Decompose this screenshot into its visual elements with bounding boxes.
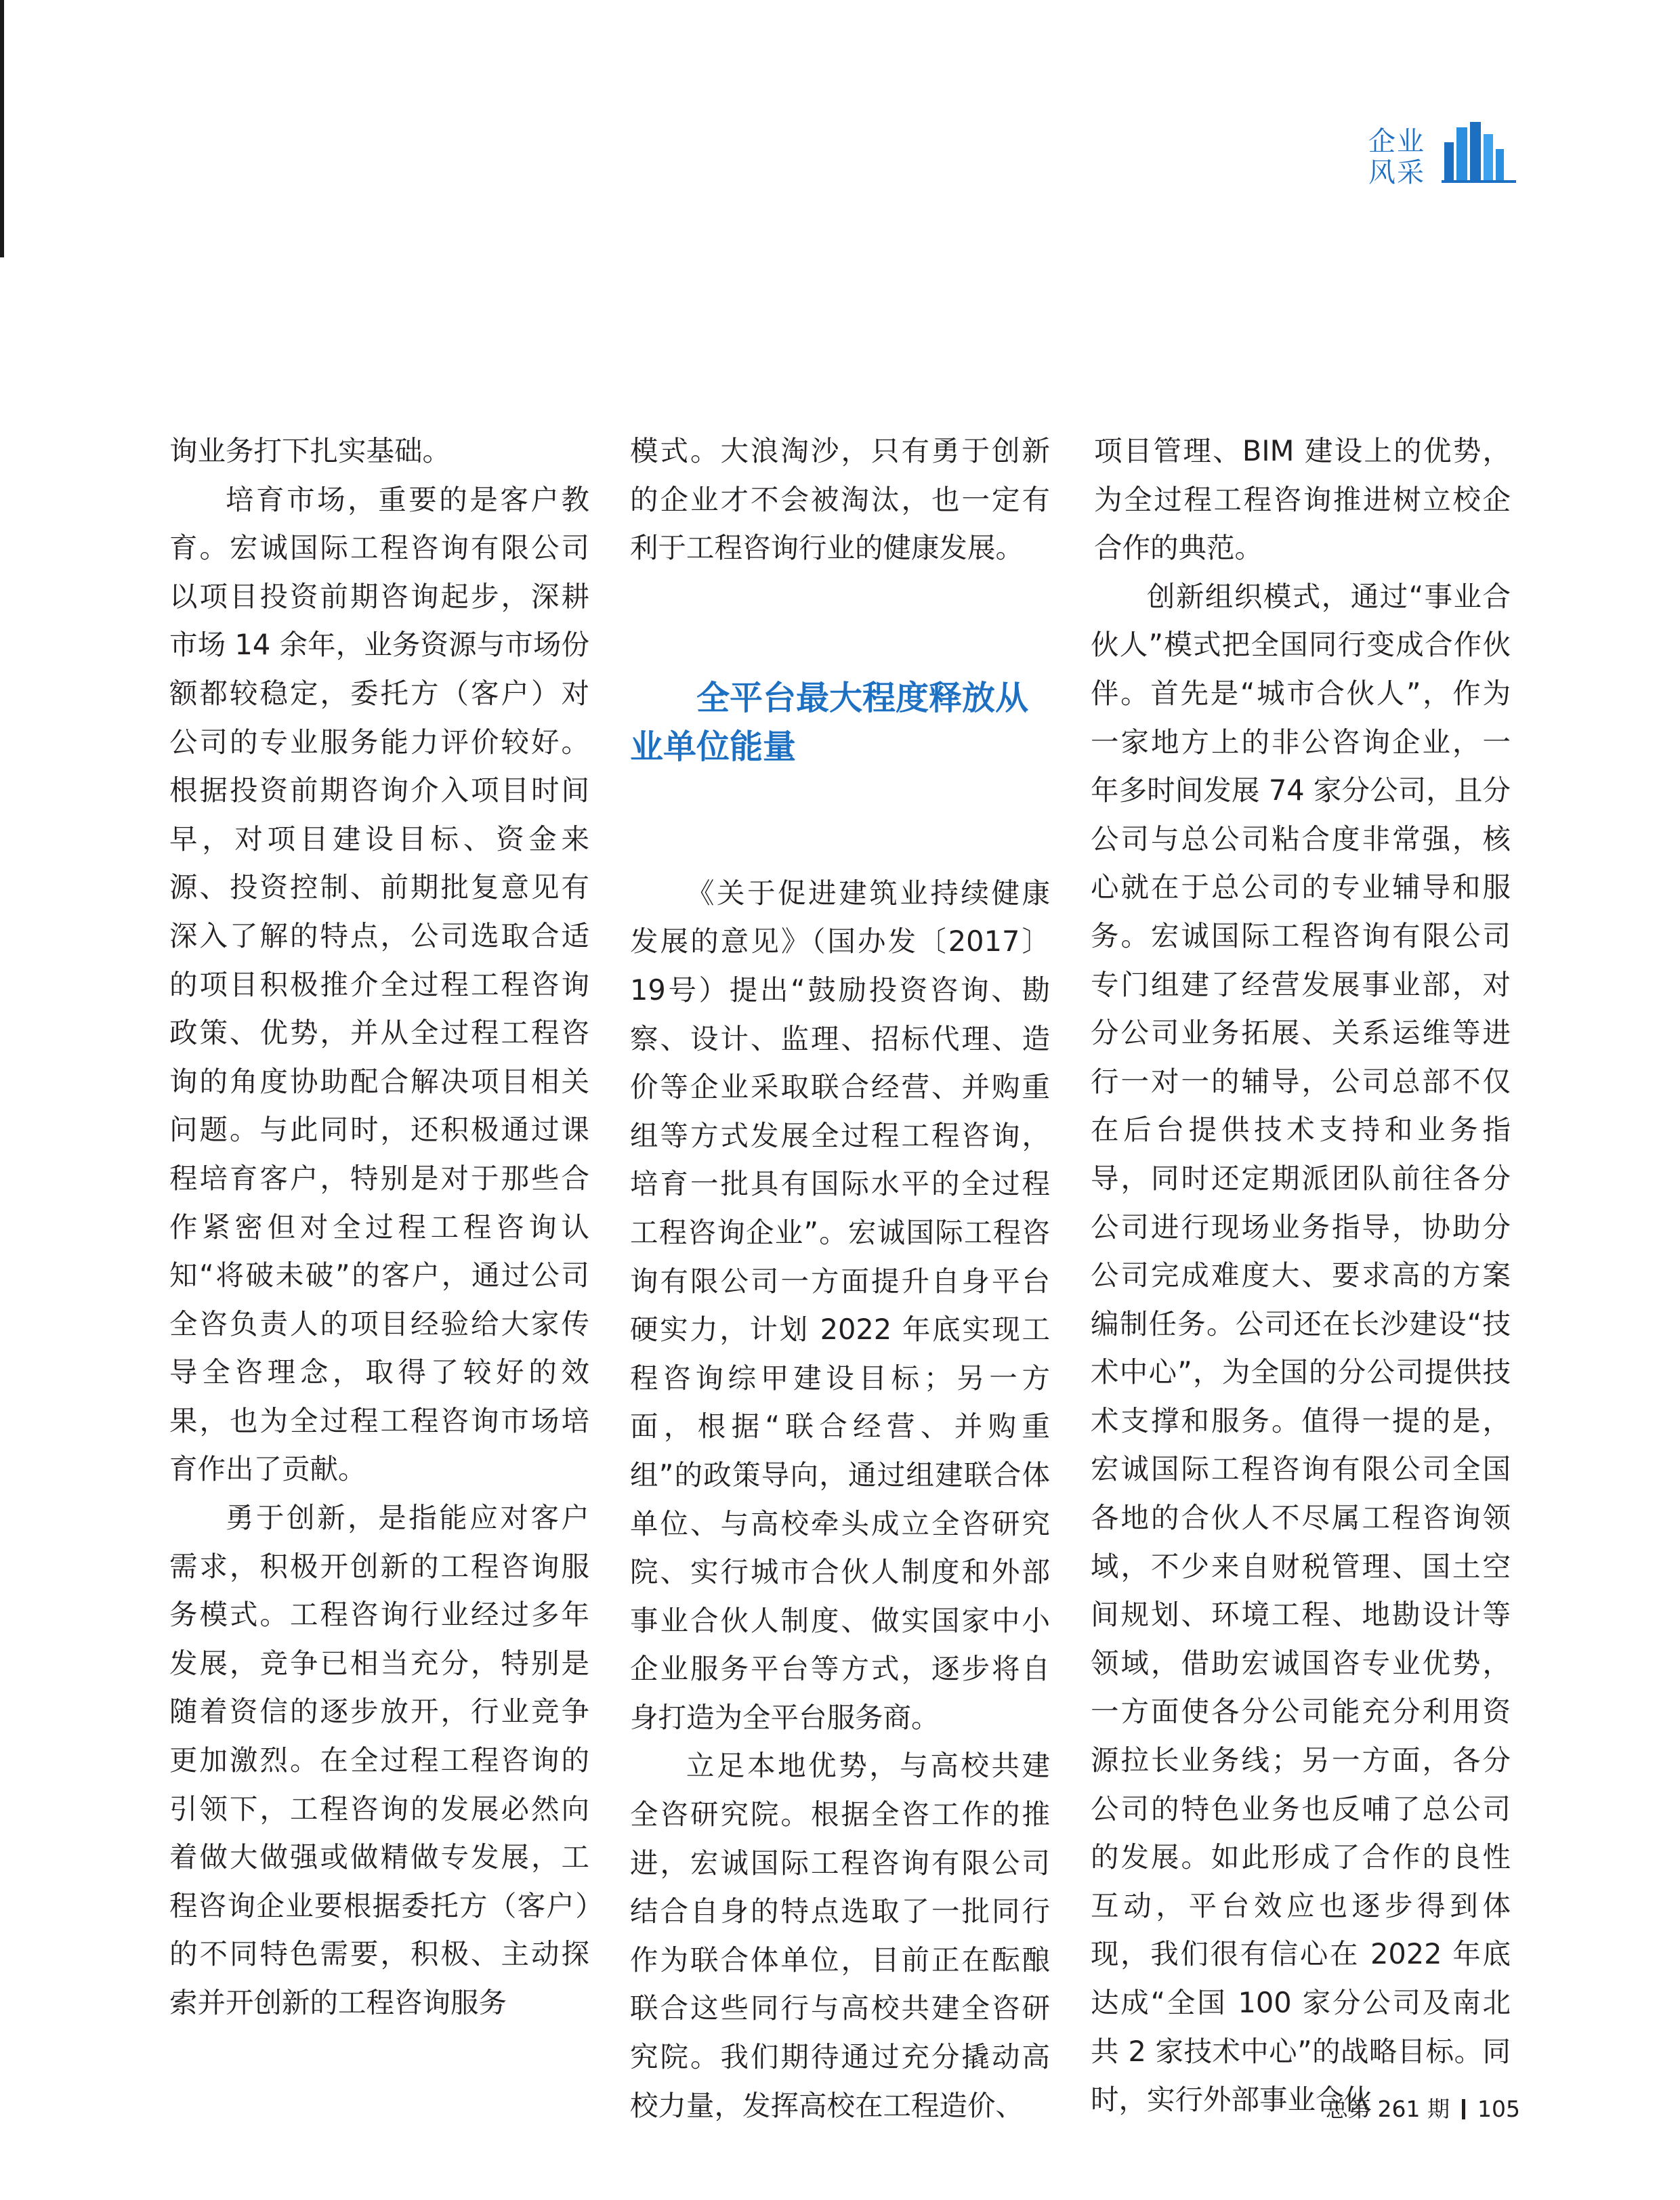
paragraph: 创新组织模式，通过“事业合伙人”模式把全国同行变成合作伙伴。首先是“城市合伙人”，作为一家地方上的非公咨询企业，一年多时间发展 74 家分公司，且分公司与总公司粘合度非常强，核心就在于总公司的专业辅导和服务。宏诚国际工程咨询有限公司专门组建了经营发展事业部，对分公司业务拓展、关系运维等进行一对一的辅导，公司总部不仅在后台提供技术支持和业务指导，同时还定期派团队前往各分公司进行现场业务指导，协助分公司完成难度大、要求高的方案编制任务。公司还在长沙建设“技术中心”，为全国的分公司提供技术支撑和服务。值得一提的是，宏诚国际工程咨询有限公司全国各地的合伙人不尽属工程咨询领域，不少来自财税管理、国土空间规划、环境工程、地勘设计等领域，借助宏诚国咨专业优势，一方面使各分公司能充分利用资源拉长业务线；另一方面，各分公司的特色业务也反哺了总公司的发展。如此形成了合作的良性互动，平台效应也逐步得到体现，我们很有信心在 2022 年底达成“全国 100 家分公司及南北共 2 家技术中心”的战略目标。同时，实行外部事业合伙: [1091, 579, 1511, 2117]
section-tag-line1: 企业: [1368, 126, 1425, 157]
paragraph: 模式。大浪淘沙，只有勇于创新的企业才不会被淘汰，也一定有利于工程咨询行业的健康发展。: [630, 434, 1050, 565]
issue-label: 总第 261 期: [1326, 2096, 1450, 2122]
paragraph: 立足本地优势，与高校共建全咨研究院。根据全咨工作的推进，宏诚国际工程咨询有限公司结合自身的特点选取了一批同行作为联合体单位，目前正在酝酿联合这些同行与高校共建全咨研究院。我们期待通过充分撬动高校力量，发挥高校在工程造价、: [630, 1749, 1050, 2122]
paragraph: 《关于促进建筑业持续健康发展的意见》（国办发〔2017〕19号）提出“鼓励投资咨询、勘察、设计、监理、招标代理、造价等企业采取联合经营、并购重组等方式发展全过程工程咨询，培育一批具有国际水平的全过程工程咨询企业”。宏诚国际工程咨询有限公司一方面提升自身平台硬实力，计划 2022 年底实现工程咨询综甲建设目标；另一方面，根据“联合经营、并购重组”的政策导向，通过组建联合体单位、与高校牵头成立全咨研究院、实行城市合伙人制度和外部事业合伙人制度、做实国家中小企业服务平台等方式，逐步将自身打造为全平台服务商。: [630, 876, 1050, 1734]
text-column-2: [630, 427, 1050, 2130]
section-tag: [1368, 122, 1511, 190]
paragraph: 项目管理、BIM 建设上的优势，为全过程工程咨询推进树立校企合作的典范。: [1094, 434, 1511, 565]
page-spine-edge: [0, 0, 4, 257]
paragraph: 培育市场，重要的是客户教育。宏诚国际工程咨询有限公司以项目投资前期咨询起步，深耕市场 14 余年，业务资源与市场份额都较稳定，委托方（客户）对公司的专业服务能力评价较好。根据投资前期咨询介入项目时间早，对项目建设目标、资金来源、投资控制、前期批复意见有深入了解的特点，公司选取合适的项目积极推介全过程工程咨询政策、优势，并从全过程工程咨询的角度协助配合解决项目相关问题。与此同时，还积极通过课程培育客户，特别是对于那些合作紧密但对全过程工程咨询认知“将破未破”的客户，通过公司全咨负责人的项目经验给大家传导全咨理念，取得了较好的效果，也为全过程工程咨询市场培育作出了贡献。: [169, 482, 589, 1486]
section-tag-line2: 风采: [1368, 157, 1425, 188]
paragraph: 询业务打下扎实基础。: [169, 434, 451, 467]
text-column-3: [1091, 427, 1511, 2124]
section-heading: 全平台最大程度释放从业单位能量: [630, 678, 1029, 766]
buildings-icon: [1442, 122, 1516, 184]
paragraph: 勇于创新，是指能应对客户需求，积极开创新的工程咨询服务模式。工程咨询行业经过多年发展，竞争已相当充分，特别是随着资信的逐步放开，行业竞争更加激烈。在全过程工程咨询的引领下，工程咨询的发展必然向着做大做强或做精做专发展，工程咨询企业要根据委托方（客户）的不同特色需要，积极、主动探索并开创新的工程咨询服务: [169, 1501, 589, 2019]
footer-divider: [1462, 2099, 1465, 2119]
text-column-1: [169, 427, 589, 2027]
section-tag-label: [1368, 126, 1436, 188]
page-footer: [1326, 2096, 1520, 2123]
page-number: 105: [1477, 2096, 1520, 2122]
